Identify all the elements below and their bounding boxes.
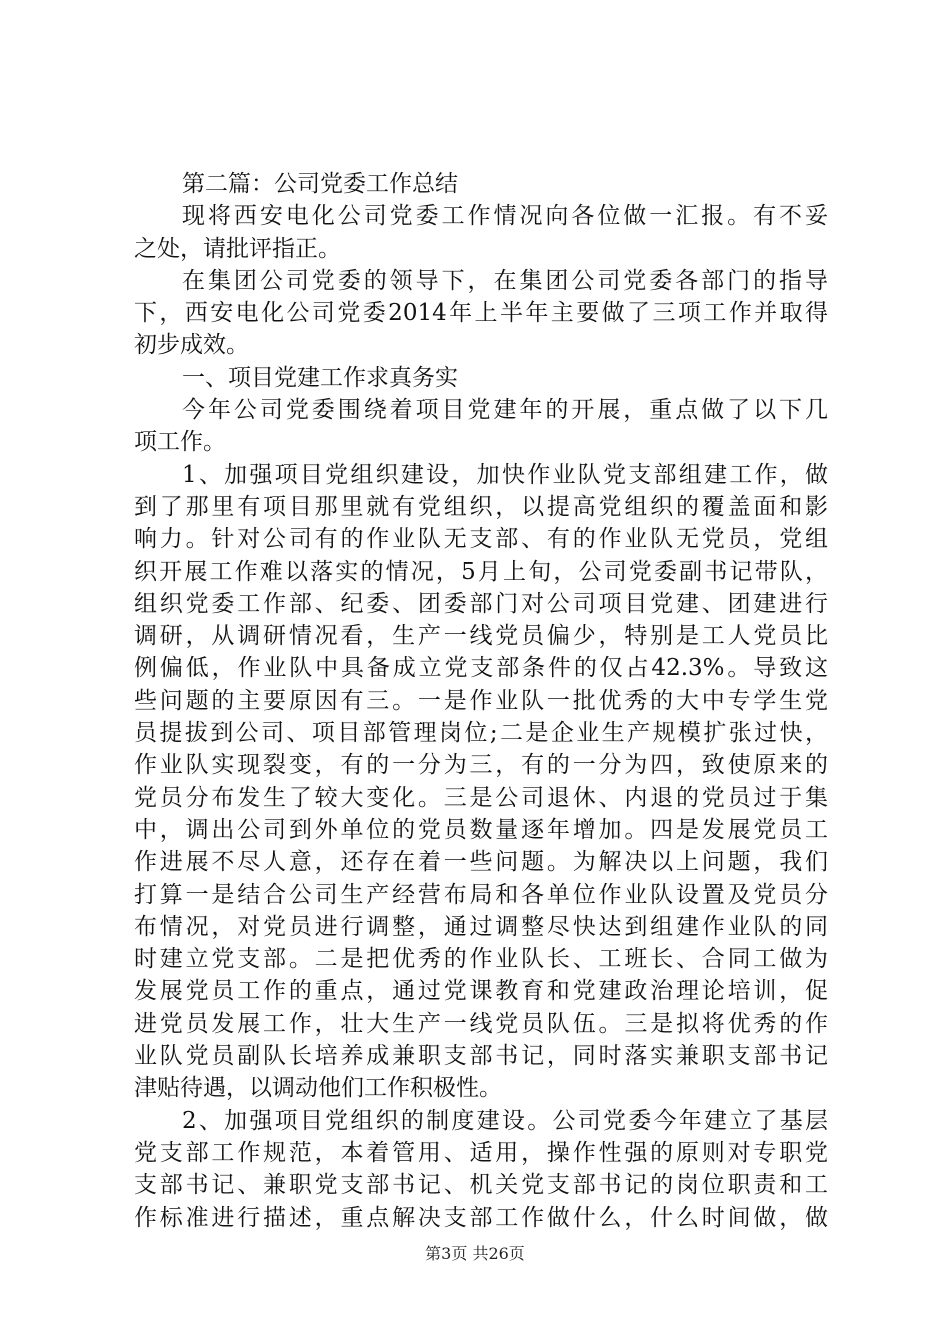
text-line: 1、加强项目党组织建设，加快作业队党支部组建工作，做	[182, 461, 828, 488]
text-line: 在集团公司党委的领导下，在集团公司党委各部门的指导	[182, 267, 828, 294]
text-line: 作业队实现裂变，有的一分为三，有的一分为四，致使原来的	[134, 752, 828, 779]
text-line: 发展党员工作的重点，通过党课教育和党建政治理论培训，促	[134, 978, 828, 1005]
text-line: 调研，从调研情况看，生产一线党员偏少，特别是工人党员比	[134, 623, 828, 650]
text-line: 些问题的主要原因有三。一是作业队一批优秀的大中专学生党	[134, 687, 828, 714]
text-line: 到了那里有项目那里就有党组织，以提高党组织的覆盖面和影	[134, 493, 828, 520]
text-line: 项工作。	[134, 429, 226, 456]
text-line: 现将西安电化公司党委工作情况向各位做一汇报。有不妥	[182, 203, 828, 230]
text-line: 一、项目党建工作求真务实	[182, 364, 458, 391]
text-line: 津贴待遇，以调动他们工作积极性。	[134, 1075, 502, 1102]
text-line: 时建立党支部。二是把优秀的作业队长、工班长、合同工做为	[134, 946, 828, 973]
text-line: 今年公司党委围绕着项目党建年的开展，重点做了以下几	[182, 397, 828, 424]
text-line: 下，西安电化公司党委2014年上半年主要做了三项工作并取得	[134, 300, 828, 327]
text-line: 业队党员副队长培养成兼职支部书记，同时落实兼职支部书记	[134, 1043, 828, 1070]
text-line: 作标准进行描述，重点解决支部工作做什么，什么时间做，做	[134, 1204, 828, 1231]
document-title: 第二篇：公司党委工作总结	[182, 171, 458, 197]
text-line: 例偏低，作业队中具备成立党支部条件的仅占42.3%。导致这	[134, 655, 828, 682]
text-line: 布情况，对党员进行调整，通过调整尽快达到组建作业队的同	[134, 913, 828, 940]
text-line: 中，调出公司到外单位的党员数量逐年增加。四是发展党员工	[134, 816, 828, 843]
text-line: 员提拔到公司、项目部管理岗位;二是企业生产规模扩张过快，	[134, 720, 828, 747]
text-line: 党支部工作规范，本着管用、适用，操作性强的原则对专职党	[134, 1139, 828, 1166]
text-line: 进党员发展工作，壮大生产一线党员队伍。三是拟将优秀的作	[134, 1010, 828, 1037]
text-line: 响力。针对公司有的作业队无支部、有的作业队无党员，党组	[134, 526, 828, 553]
page-number: 第3页 共26页	[425, 1244, 525, 1263]
text-line: 织开展工作难以落实的情况，5月上旬，公司党委副书记带队，	[134, 558, 828, 585]
text-line: 初步成效。	[134, 332, 249, 359]
document-paragraphs	[134, 200, 828, 1234]
text-line: 党员分布发生了较大变化。三是公司退休、内退的党员过于集	[134, 784, 828, 811]
text-line: 2、加强项目党组织的制度建设。公司党委今年建立了基层	[182, 1107, 828, 1134]
document-body	[134, 168, 828, 1234]
text-line: 作进展不尽人意，还存在着一些问题。为解决以上问题，我们	[134, 849, 828, 876]
text-line: 打算一是结合公司生产经营布局和各单位作业队设置及党员分	[134, 881, 828, 908]
text-line: 之处，请批评指正。	[134, 235, 341, 262]
text-line: 支部书记、兼职党支部书记、机关党支部书记的岗位职责和工	[134, 1172, 828, 1199]
text-line: 组织党委工作部、纪委、团委部门对公司项目党建、团建进行	[134, 590, 828, 617]
